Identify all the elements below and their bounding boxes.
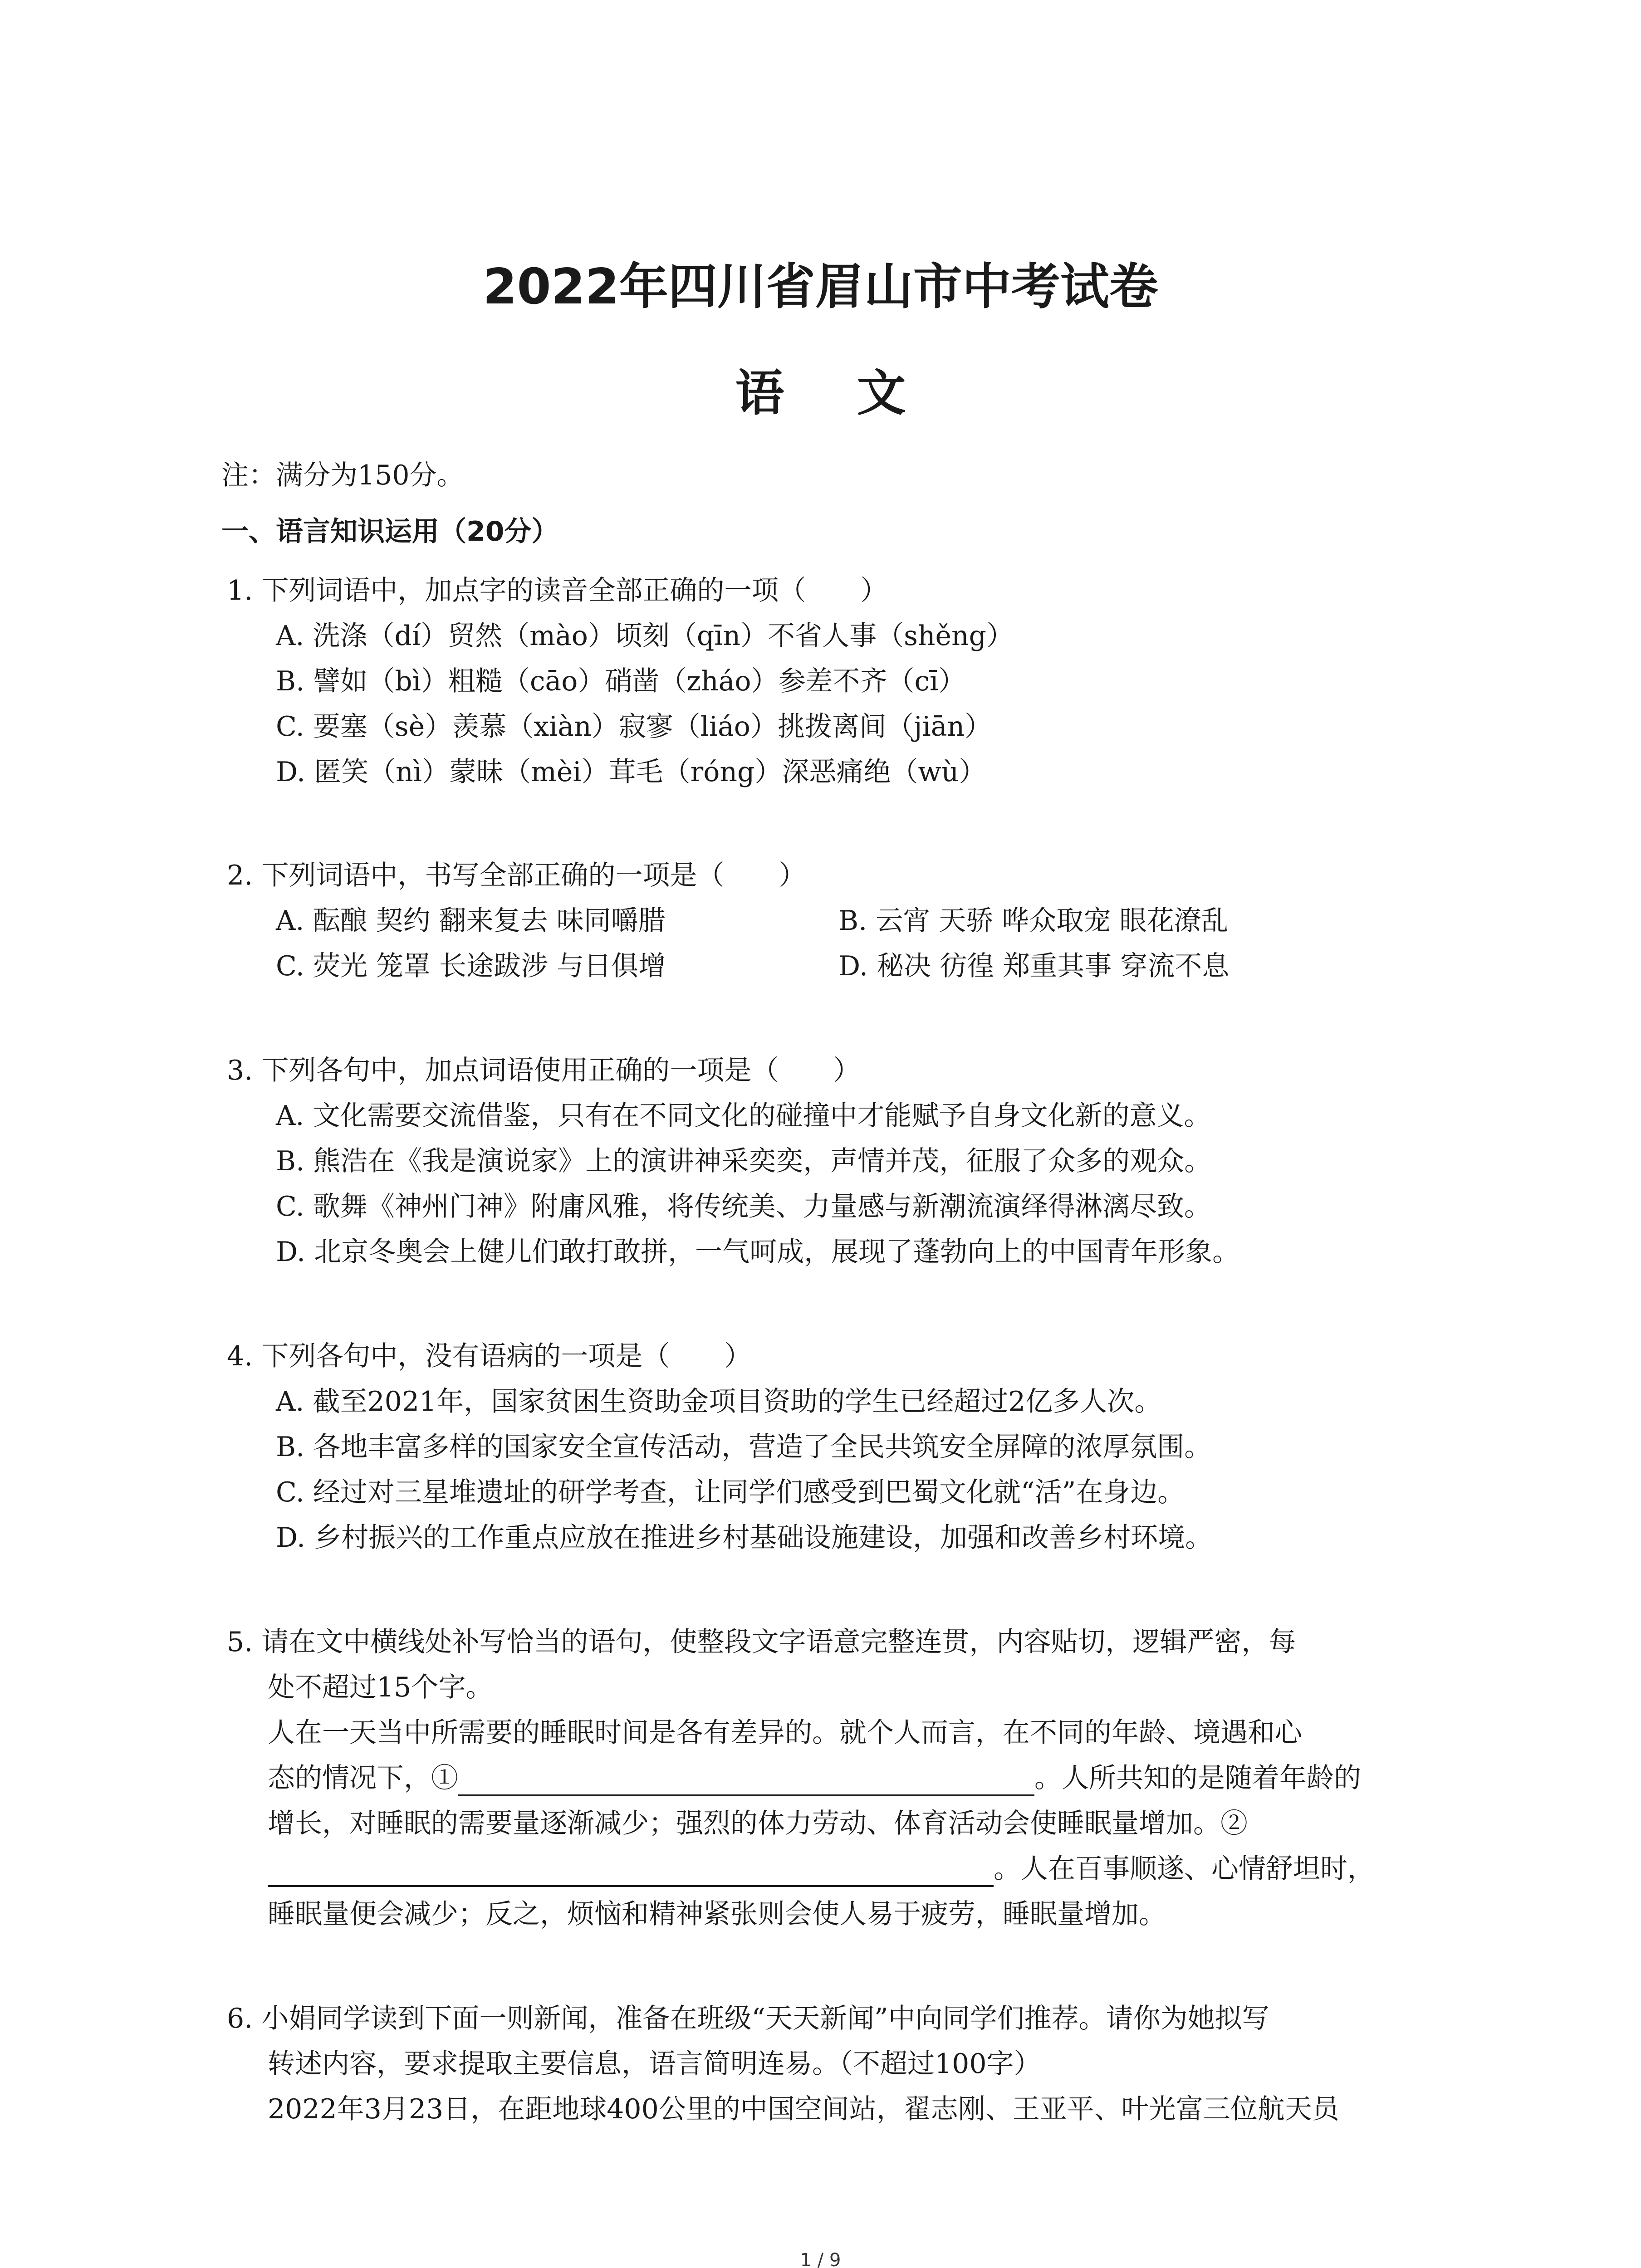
score-note: 注：满分为150分。 (221, 459, 464, 491)
answer-blank-1[interactable] (458, 1767, 1034, 1796)
question-4-option-b: B. 各地丰富多样的国家安全宣传活动，营造了全民共筑安全屏障的浓厚氛围。 (276, 1431, 1212, 1463)
question-6-stem-cont: 转述内容，要求提取主要信息，语言简明连易。（不超过100字） (268, 2048, 1041, 2080)
question-4-option-d: D. 乡村振兴的工作重点应放在推进乡村基础设施建设，加强和改善乡村环境。 (276, 1522, 1213, 1554)
question-1-stem: 1. 下列词语中，加点字的读音全部正确的一项（ ） (227, 575, 888, 606)
question-1-option-c: C. 要塞（sè）羡慕（xiàn）寂寥（liáo）挑拨离间（jiān） (276, 711, 992, 743)
question-5-passage-line: 增长，对睡眠的需要量逐渐减少；强烈的体力劳动、体育活动会使睡眠量增加。② (268, 1808, 1248, 1839)
question-6-news-line: 2022年3月23日，在距地球400公里的中国空间站，翟志刚、王亚平、叶光富三位航天员 (268, 2093, 1339, 2125)
question-3-option-c: C. 歌舞《神州门神》附庸风雅，将传统美、力量感与新潮流演绎得淋漓尽致。 (276, 1191, 1211, 1222)
question-3-stem: 3. 下列各句中，加点词语使用正确的一项是（ ） (227, 1055, 861, 1086)
section-heading: 一、语言知识运用（20分） (221, 516, 559, 547)
question-2-option-a: A. 酝酿 契约 翻来复去 味同嚼腊 (276, 905, 666, 937)
question-2-option-c: C. 荧光 笼罩 长途跋涉 与日俱增 (276, 950, 666, 982)
question-4-stem: 4. 下列各句中，没有语病的一项是（ ） (227, 1340, 752, 1372)
question-2-option-d: D. 秘决 彷徨 郑重其事 穿流不息 (838, 950, 1230, 982)
question-5-passage-line: 睡眠量便会减少；反之，烦恼和精神紧张则会使人易于疲劳，睡眠量增加。 (268, 1898, 1166, 1930)
question-1-option-b: B. 譬如（bì）粗糙（cāo）硝凿（zháo）参差不齐（cī） (276, 665, 966, 697)
question-4-option-a: A. 截至2021年，国家贫困生资助金项目资助的学生已经超过2亿多人次。 (276, 1386, 1162, 1418)
page-number: 1 / 9 (800, 2250, 841, 2268)
question-6-stem: 6. 小娟同学读到下面一则新闻，准备在班级“天天新闻”中向同学们推荐。请你为她拟写 (227, 2003, 1269, 2034)
question-3-option-d: D. 北京冬奥会上健儿们敢打敢拼，一气呵成，展现了蓬勃向上的中国青年形象。 (276, 1236, 1240, 1268)
question-2-option-b: B. 云宵 天骄 哗众取宠 眼花潦乱 (838, 905, 1229, 937)
question-1-option-d: D. 匿笑（nì）蒙昧（mèi）茸毛（róng）深恶痛绝（wù） (276, 756, 986, 788)
question-3-option-a: A. 文化需要交流借鉴，只有在不同文化的碰撞中才能赋予自身文化新的意义。 (276, 1100, 1211, 1132)
question-3-option-b: B. 熊浩在《我是演说家》上的演讲神采奕奕，声情并茂，征服了众多的观众。 (276, 1145, 1212, 1177)
question-1-option-a: A. 洗涤（dí）贸然（mào）顷刻（qīn）不省人事（shěng） (276, 620, 1014, 652)
question-5-stem: 5. 请在文中横线处补写恰当的语句，使整段文字语意完整连贯，内容贴切，逻辑严密，每 (227, 1626, 1296, 1658)
passage-text: 。人所共知的是随着年龄的 (1034, 1762, 1361, 1794)
passage-text: 态的情况下，① (268, 1762, 458, 1794)
question-2-stem: 2. 下列词语中，书写全部正确的一项是（ ） (227, 860, 806, 891)
question-5-passage-line (268, 1851, 1375, 1887)
question-5-stem-cont: 处不超过15个字。 (268, 1672, 493, 1703)
passage-text: 。人在百事顺遂、心情舒坦时， (994, 1853, 1375, 1885)
question-5-passage-line (268, 1760, 1361, 1796)
question-4-option-c: C. 经过对三星堆遗址的研学考查，让同学们感受到巴蜀文化就“活”在身边。 (276, 1476, 1185, 1508)
question-5-passage-line: 人在一天当中所需要的睡眠时间是各有差异的。就个人而言，在不同的年龄、境遇和心 (268, 1717, 1302, 1749)
answer-blank-2[interactable] (268, 1858, 994, 1887)
subject-title: 语文 (735, 365, 979, 422)
document-title: 2022年四川省眉山市中考试卷 (483, 259, 1158, 315)
